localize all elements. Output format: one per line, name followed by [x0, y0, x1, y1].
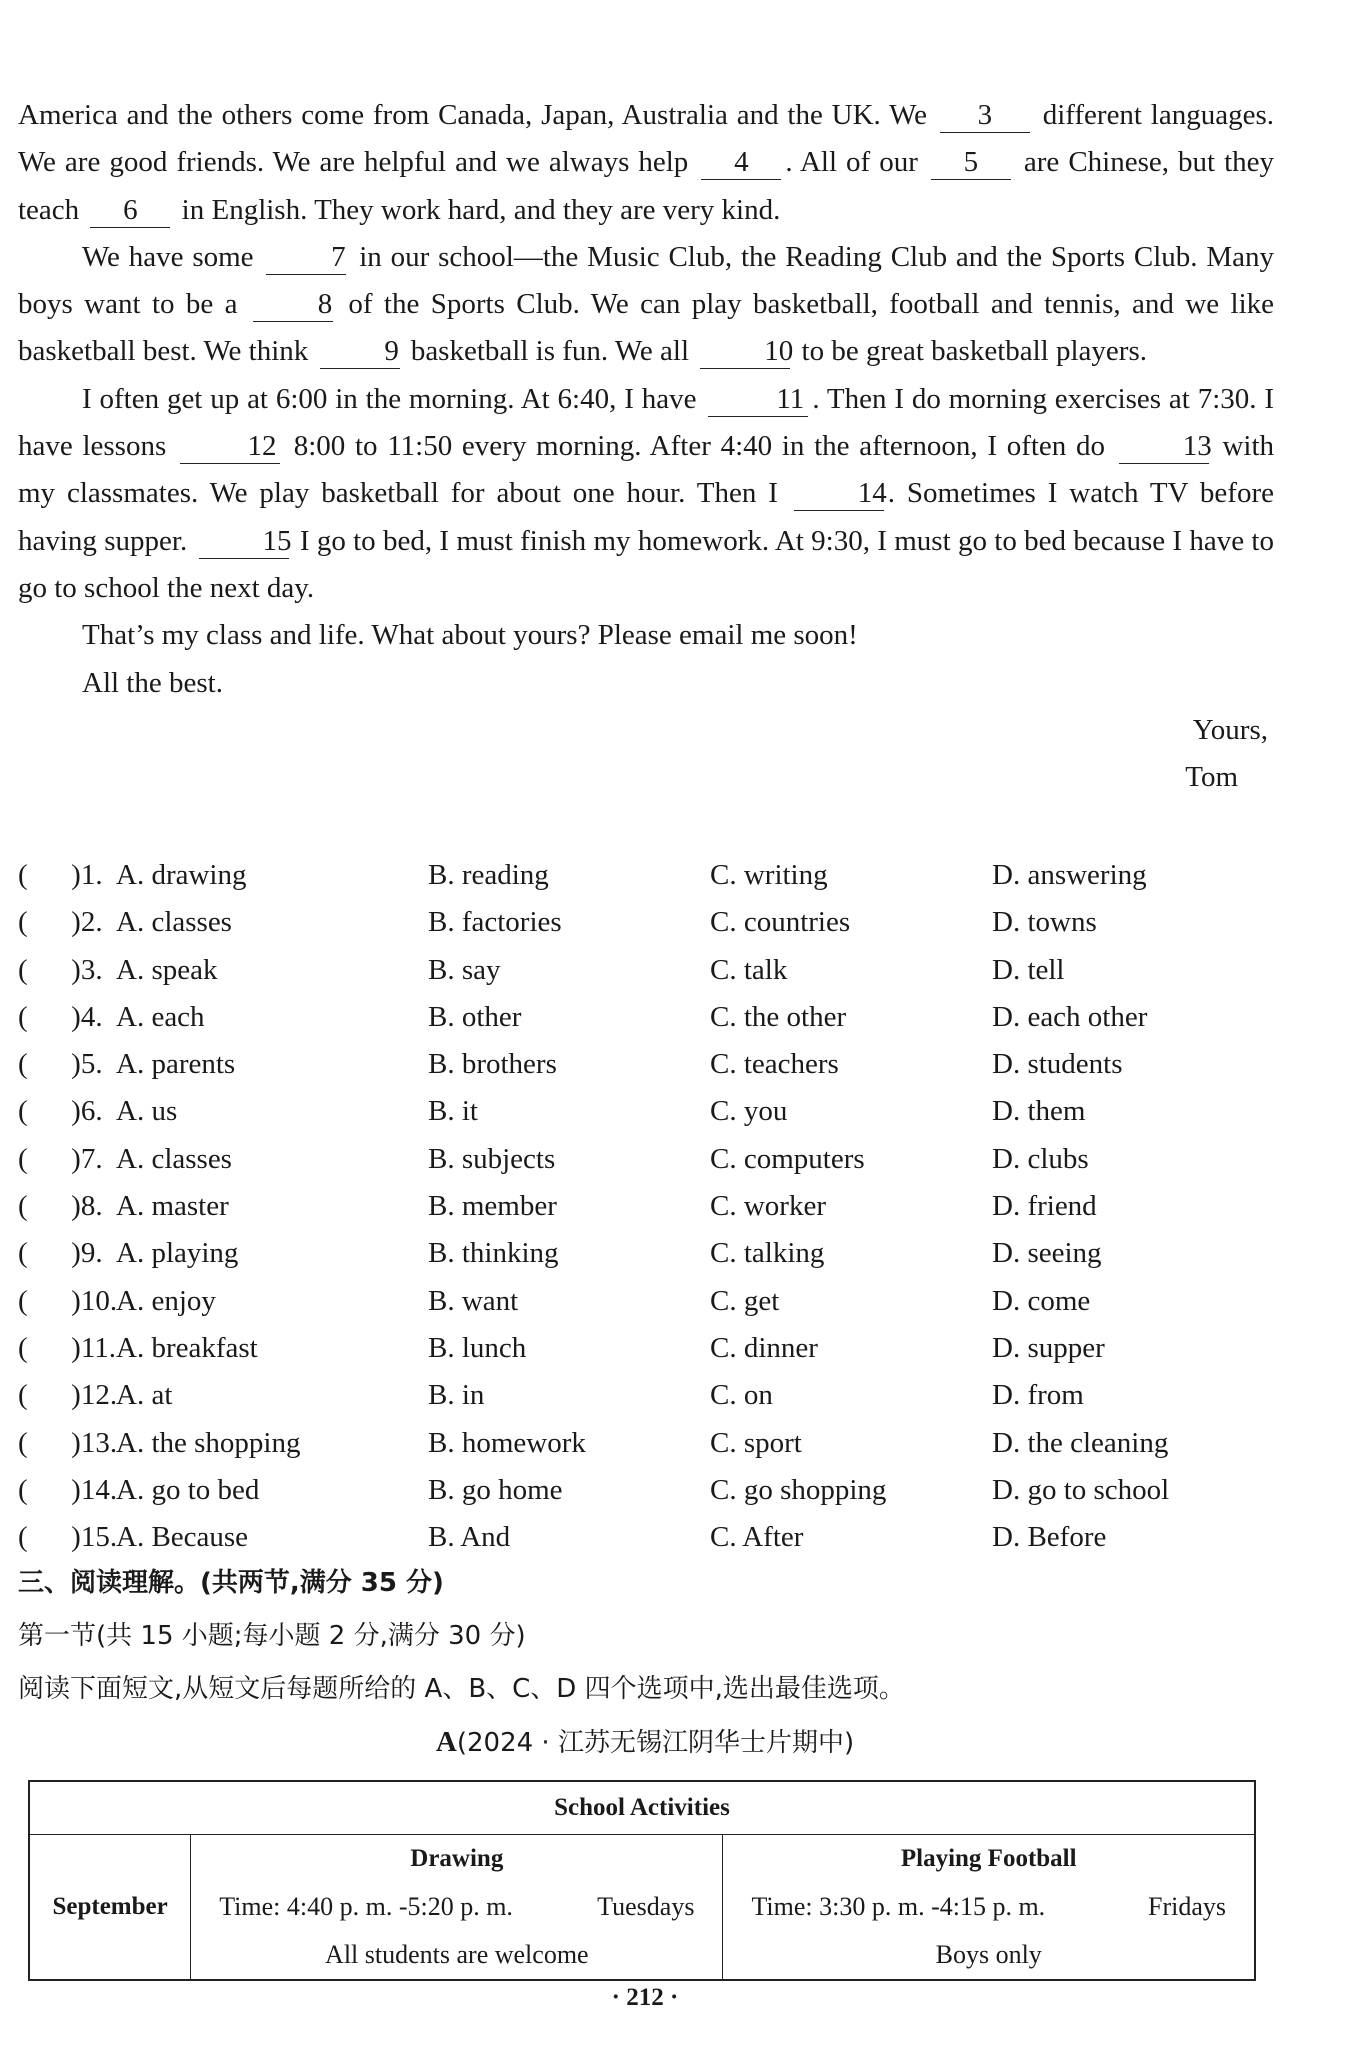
paragraph-5: All the best.: [82, 666, 223, 699]
option-c[interactable]: C. sport: [710, 1426, 802, 1459]
section-title: 三、阅读理解。(共两节,满分 35 分): [18, 1568, 444, 1598]
option-a[interactable]: A. drawing: [116, 859, 247, 891]
activity-name: Drawing: [410, 1845, 504, 1872]
option-b[interactable]: B. lunch: [428, 1331, 527, 1364]
option-c[interactable]: C. talking: [710, 1237, 825, 1270]
option-d[interactable]: D. towns: [992, 906, 1097, 939]
blank-10: 10: [700, 334, 790, 369]
option-a[interactable]: A. enjoy: [116, 1284, 216, 1317]
option-d[interactable]: D. each other: [992, 1000, 1148, 1033]
blank-3: 3: [940, 98, 1030, 133]
activity-note: All students are welcome: [325, 1940, 589, 1969]
answer-bracket[interactable]: ( )10.: [18, 1284, 118, 1317]
blank-15: 15: [199, 524, 289, 559]
option-b[interactable]: B. it: [428, 1095, 478, 1128]
option-a[interactable]: A. breakfast: [116, 1331, 258, 1364]
month-cell: September: [29, 1835, 191, 1981]
option-d[interactable]: D. seeing: [992, 1237, 1102, 1270]
option-d[interactable]: D. answering: [992, 859, 1147, 891]
answer-bracket[interactable]: ( )13.: [18, 1426, 118, 1459]
answer-bracket[interactable]: ( )6.: [18, 1095, 103, 1128]
option-c[interactable]: C. the other: [710, 1000, 847, 1033]
blank-12: 12: [180, 429, 280, 464]
option-a[interactable]: A. master: [116, 1190, 229, 1223]
option-b[interactable]: B. go home: [428, 1473, 563, 1506]
section-instruction: 阅读下面短文,从短文后每题所给的 A、B、C、D 四个选项中,选出最佳选项。: [18, 1674, 905, 1704]
option-b[interactable]: B. thinking: [428, 1237, 559, 1270]
option-a[interactable]: A. each: [116, 1000, 205, 1033]
part-letter: A: [435, 1726, 457, 1758]
option-a[interactable]: A. at: [116, 1379, 173, 1412]
activity-time: Time: 4:40 p. m. -5:20 p. m.: [219, 1892, 513, 1921]
option-c[interactable]: C. countries: [710, 906, 851, 939]
question-row: [18, 1041, 1318, 1088]
option-b[interactable]: B. factories: [428, 906, 562, 939]
option-a[interactable]: A. us: [116, 1095, 178, 1128]
question-row: [18, 1514, 1318, 1561]
option-d[interactable]: D. the cleaning: [992, 1426, 1169, 1459]
activity-note: Boys only: [935, 1940, 1042, 1969]
option-d[interactable]: D. go to school: [992, 1473, 1170, 1506]
question-row: [18, 1420, 1318, 1467]
paragraph-2: We have some 7 in our school—the Music Club, the Reading Club and the Sports Club. Many boys want to be a 8 of the Sports Club. We can play basketball, football and tennis, and we like basketball best. We think 9 basketball is fun. We all 10 to be great basketball players.: [18, 240, 1275, 368]
question-row: [18, 1136, 1318, 1183]
question-row: [18, 899, 1318, 946]
answer-bracket[interactable]: ( )11.: [18, 1331, 117, 1364]
question-row: [18, 1325, 1318, 1372]
question-row: [18, 1088, 1318, 1135]
option-a[interactable]: A. speak: [116, 953, 218, 986]
option-d[interactable]: D. them: [992, 1095, 1086, 1128]
part-heading: [0, 1722, 1290, 1759]
activity-day: Fridays: [1148, 1892, 1226, 1921]
answer-options: [18, 852, 1318, 1561]
option-b[interactable]: B. And: [428, 1521, 511, 1554]
option-b[interactable]: B. other: [428, 1000, 522, 1033]
option-d[interactable]: D. from: [992, 1379, 1084, 1412]
option-b[interactable]: B. subjects: [428, 1142, 556, 1175]
option-c[interactable]: C. go shopping: [710, 1473, 887, 1506]
option-a[interactable]: A. Because: [116, 1521, 249, 1554]
option-b[interactable]: B. in: [428, 1379, 485, 1412]
activity-day: Tuesdays: [597, 1892, 695, 1921]
answer-bracket[interactable]: ( )12.: [18, 1379, 118, 1412]
blank-8: 8: [253, 287, 333, 322]
option-a[interactable]: A. classes: [116, 906, 232, 939]
option-b[interactable]: B. homework: [428, 1426, 586, 1459]
activity-schedule: [191, 1883, 722, 1931]
option-c[interactable]: C. dinner: [710, 1331, 818, 1364]
option-c[interactable]: C. writing: [710, 859, 828, 891]
question-row: [18, 852, 1318, 899]
option-b[interactable]: B. say: [428, 953, 501, 986]
question-row: [18, 1183, 1318, 1230]
blank-14: 14: [794, 476, 884, 511]
blank-9: 9: [320, 334, 400, 369]
part-source: (2024 · 江苏无锡江阴华士片期中): [456, 1728, 855, 1758]
option-d[interactable]: D. supper: [992, 1331, 1105, 1364]
answer-bracket[interactable]: ( )14.: [18, 1473, 118, 1506]
option-c[interactable]: C. on: [710, 1379, 773, 1412]
page-number: · 212 ·: [611, 1984, 679, 2011]
activity-time: Time: 3:30 p. m. -4:15 p. m.: [751, 1892, 1046, 1921]
activity-schedule: [723, 1883, 1254, 1931]
blank-13: 13: [1119, 429, 1209, 464]
option-b[interactable]: B. member: [428, 1190, 557, 1223]
blank-6: 6: [90, 193, 170, 228]
question-row: [18, 1230, 1318, 1277]
answer-bracket[interactable]: ( )9.: [18, 1237, 103, 1270]
answer-bracket[interactable]: ( )5.: [18, 1048, 103, 1081]
activity-football: [723, 1835, 1255, 1981]
question-row: [18, 1467, 1318, 1514]
blank-7: 7: [266, 240, 346, 275]
cloze-passage: [18, 92, 1274, 801]
option-a[interactable]: A. the shopping: [116, 1426, 301, 1459]
blank-11: 11: [708, 382, 808, 417]
table-title: School Activities: [29, 1781, 1255, 1835]
activity-drawing: [191, 1835, 723, 1981]
blank-5: 5: [931, 145, 1011, 180]
option-d[interactable]: D. students: [992, 1048, 1123, 1081]
paragraph-1: America and the others come from Canada, Japan, Australia and the UK. We 3 different languages. We are good friends. We are helpful and we always help 4 . All of our 5 are Chinese, but they teach 6 in English. They work hard, and they are very kind.: [18, 99, 1275, 226]
answer-bracket[interactable]: ( )1.: [18, 859, 103, 891]
option-a[interactable]: A. classes: [116, 1142, 232, 1175]
answer-bracket[interactable]: ( )2.: [18, 906, 103, 939]
option-b[interactable]: B. brothers: [428, 1048, 557, 1081]
option-c[interactable]: C. get: [710, 1284, 780, 1317]
answer-bracket[interactable]: ( )8.: [18, 1190, 103, 1223]
option-b[interactable]: B. want: [428, 1284, 519, 1317]
option-c[interactable]: C. teachers: [710, 1048, 839, 1081]
question-row: [18, 1278, 1318, 1325]
option-a[interactable]: A. parents: [116, 1048, 236, 1081]
paragraph-4: That’s my class and life. What about yours? Please email me soon!: [82, 619, 858, 652]
option-d[interactable]: D. clubs: [992, 1142, 1089, 1175]
option-d[interactable]: D. Before: [992, 1521, 1107, 1554]
question-row: [18, 947, 1318, 994]
option-d[interactable]: D. friend: [992, 1190, 1097, 1223]
letter-closing: Yours,: [1192, 713, 1268, 746]
option-c[interactable]: C. computers: [710, 1142, 865, 1175]
option-a[interactable]: A. playing: [116, 1237, 239, 1270]
blank-4: 4: [701, 145, 781, 180]
school-activities-table: [28, 1780, 1256, 1981]
option-c[interactable]: C. After: [710, 1521, 804, 1554]
letter-signature: Tom: [1185, 761, 1238, 794]
option-b[interactable]: B. reading: [428, 859, 549, 891]
paragraph-3: I often get up at 6:00 in the morning. At 6:40, I have 11 . Then I do morning exercises at 7:30. I have lessons 12 8:00 to 11:50 every morning. After 4:40 in the afternoon, I often do 13 with my classmates. We play basketball for about one hour. Then I 14. Sometimes I watch TV before having supper. 15 I go to bed, I must finish my homework. At 9:30, I must go to bed because I have to go to school the next day.: [18, 382, 1275, 604]
option-a[interactable]: A. go to bed: [116, 1473, 260, 1506]
section-subtitle: 第一节(共 15 小题;每小题 2 分,满分 30 分): [18, 1621, 526, 1651]
option-c[interactable]: C. you: [710, 1095, 788, 1128]
option-c[interactable]: C. talk: [710, 953, 788, 986]
activity-name: Playing Football: [900, 1845, 1077, 1872]
option-c[interactable]: C. worker: [710, 1190, 826, 1223]
answer-bracket[interactable]: ( )4.: [18, 1000, 103, 1033]
option-d[interactable]: D. come: [992, 1284, 1091, 1317]
question-row: [18, 1372, 1318, 1419]
question-row: [18, 994, 1318, 1041]
answer-bracket[interactable]: ( )15.: [18, 1521, 118, 1554]
option-d[interactable]: D. tell: [992, 953, 1065, 986]
answer-bracket[interactable]: ( )3.: [18, 953, 103, 986]
answer-bracket[interactable]: ( )7.: [18, 1142, 103, 1175]
